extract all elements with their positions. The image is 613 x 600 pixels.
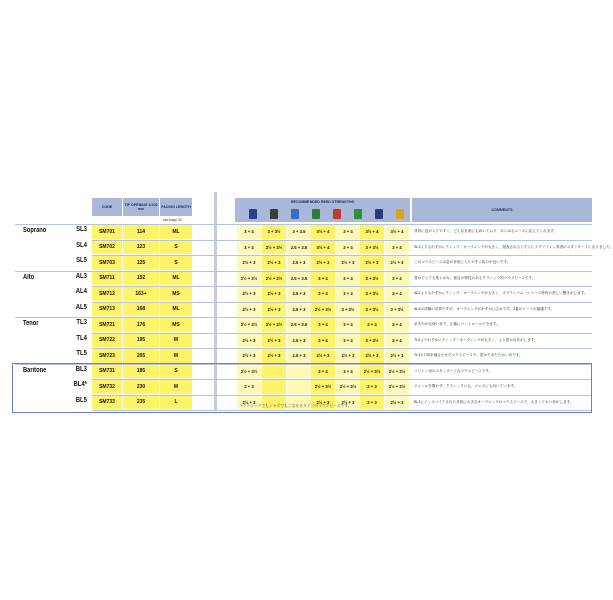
reed-strength-cell: 2 + 3 xyxy=(237,380,261,394)
reed-strength-cell: 3½ + 4 xyxy=(360,225,384,239)
reed-strength-cell: 3 + 3½ xyxy=(385,303,409,317)
comment-cell: ジャンルを問わず、クラシックにも、ジャズにも向いています。 xyxy=(414,384,518,389)
reed-strength-cell: 2½ + 3 xyxy=(262,334,286,348)
reed-strength-cell: 3 + 3½ xyxy=(360,272,384,286)
reed-strength-cell: 2 + 3 xyxy=(360,380,384,394)
reed-brand-icon xyxy=(312,209,320,219)
reed-strength-cell: 3 + 4 xyxy=(385,334,409,348)
reed-strength-cell: 2½ + 3 xyxy=(262,287,286,301)
facing-length-cell: M xyxy=(160,380,192,394)
comment-cell: このマウスピースは息が非常に入りやすく抜けが良いです。 xyxy=(414,260,511,265)
reed-strength-cell: 2.5 + 3 xyxy=(287,256,311,270)
code-cell: SM712 xyxy=(92,287,122,301)
reed-strength-cell: 2½ + 3 xyxy=(311,349,335,363)
group-name-baritone: Baritone xyxy=(23,366,47,374)
reed-brand-icon xyxy=(396,209,404,219)
facing-length-cell: S xyxy=(160,256,192,270)
code-cell: SM703 xyxy=(92,256,122,270)
reed-strength-cell: 2½ + 3½ xyxy=(237,365,261,379)
reed-strength-cell: 2½ + 3 xyxy=(262,256,286,270)
tip-opening-header-label: TIP OPENING 1/100 mm xyxy=(124,202,158,211)
facing-length-cell: ML xyxy=(160,272,192,286)
facing-length-cell: M xyxy=(160,349,192,363)
tip-opening-cell: 152 xyxy=(123,272,159,286)
tip-opening-cell: 235 xyxy=(123,396,159,410)
facing-length-header xyxy=(160,198,192,216)
reed-brand-icon xyxy=(333,209,341,219)
group-name-alto: Alto xyxy=(23,273,35,281)
code-cell: SM732 xyxy=(92,380,122,394)
tip-opening-cell: 205 xyxy=(123,349,159,363)
comment-cell: AL5は同様の音質ですが、オープニングがわずかに広めです。3番のリードが最適です。 xyxy=(414,306,555,311)
reed-strength-cell: 3 + 4 xyxy=(311,287,335,301)
comments-header-label: COMMENTS xyxy=(491,207,513,212)
reed-strength-cell: 2.5 + 3 xyxy=(287,334,311,348)
code-cell: SM713 xyxy=(92,303,122,317)
mouthpiece-chart xyxy=(15,194,613,424)
code-cell: SM731 xyxy=(92,365,122,379)
reed-strength-cell: 3½ + 4 xyxy=(311,241,335,255)
comment-cell: 豊かでとても柔らかな、独自の特性のあるクラシック的マウスピースです。 xyxy=(414,275,536,280)
reed-strength-cell: 3 + 4 xyxy=(336,334,360,348)
model-name: BL3 xyxy=(75,365,87,373)
reed-strength-cell: 2½ + 3½ xyxy=(311,380,335,394)
reed-strength-cell: 2½ + 3 xyxy=(262,349,286,363)
reed-strength-cell: 3 + 4 xyxy=(311,365,335,379)
tip-opening-cell: 195 xyxy=(123,334,159,348)
facing-length-cell: ML xyxy=(160,225,192,239)
reed-strength-cell: 3 + 4 xyxy=(336,225,360,239)
reed-strength-cell: 2.5 + 3 xyxy=(287,287,311,301)
model-name: SL5 xyxy=(76,257,87,264)
tip-opening-header xyxy=(123,198,159,216)
comment-cell: SL3よりもわずかにティップ・オープニングが大きく、発表されるとすぐにラグソフォン奏者のスタンダードになりました。 xyxy=(414,244,613,249)
tip-opening-cell: 114 xyxy=(123,225,159,239)
code-cell: SM721 xyxy=(92,318,122,332)
reed-strength-cell: 3 + 4 xyxy=(336,318,360,332)
reed-strength-cell: 3 + 4 xyxy=(360,318,384,332)
comment-cell: AL3よりもわずかにティップ・オープニングが大きく、オプティマム・シリーズ特有の美しい響きがします。 xyxy=(414,291,588,296)
model-name: AL4 xyxy=(75,288,87,295)
code-cell: SM723 xyxy=(92,349,122,363)
tip-opening-cell: 185 xyxy=(123,365,159,379)
reed-brand-icon xyxy=(270,209,278,219)
comment-cell: TL3とT30を融合させたマウスピースで、豊かであたたかい音です。 xyxy=(414,353,523,358)
reed-strength-cell: 2.5 + 3 xyxy=(287,349,311,363)
comment-cell: TL3よりわずかにティップ・オープニングが大きく、より豊かな音がします。 xyxy=(414,337,538,342)
reed-strength-cell: 2½ + 3½ xyxy=(237,272,261,286)
facing-length-cell: S xyxy=(160,241,192,255)
reed-strength-cell: 2½ + 3 xyxy=(336,396,360,410)
reed-strength-cell: 3 + 3½ xyxy=(360,241,384,255)
code-cell: SM733 xyxy=(92,396,122,410)
reed-strength-cell: 2½ + 3 xyxy=(385,256,409,270)
reed-strength-cell: 2.5 + 3 xyxy=(287,303,311,317)
reed-strength-cell: 3 + 4 xyxy=(385,287,409,301)
model-name: AL5 xyxy=(75,303,87,311)
code-header-label: CODE xyxy=(101,204,113,209)
footnote: *クラシックでもジャズでもこなせるタイプのマウスピースです。 xyxy=(241,404,352,408)
comment-cell: バリトン用のスタンダードなマウスピースです。 xyxy=(414,368,493,373)
reed-strength-cell: 2½ + 3½ xyxy=(262,272,286,286)
code-cell: SM722 xyxy=(92,334,122,348)
reed-strength-cell: 2½ + 3 xyxy=(262,303,286,317)
facing-length-header-label: FACING LENGTH xyxy=(161,204,191,209)
reed-strength-cell: 2.5 + 3.5 xyxy=(287,272,311,286)
reed-strength-cell: 3 + 4 xyxy=(336,241,360,255)
comment-cell: 非常に息が入りやすく、どんな音楽にも向いており、あらゆるニーズに応えてくれます。 xyxy=(414,229,558,234)
reed-strength-cell: 3 + 4 xyxy=(237,241,261,255)
reed-strength-cell: 2½ + 3 xyxy=(237,334,261,348)
reed-strength-cell: 2½ + 3 xyxy=(237,349,261,363)
reed-strength-cell: 3 + 3½ xyxy=(262,225,286,239)
code-cell: SM711 xyxy=(92,272,122,286)
reed-strength-cell: 3 + 4 xyxy=(336,287,360,301)
model-name: TL4 xyxy=(76,334,87,342)
reed-strength-cell: 2½ + 3 xyxy=(385,349,409,363)
facing-length-cell: M xyxy=(160,334,192,348)
reed-strengths-header xyxy=(235,198,410,206)
reed-strength-cell: 3 + 3.5 xyxy=(287,225,311,239)
code-cell: SM701 xyxy=(92,225,122,239)
reed-strength-cell: 2 + 3 xyxy=(360,396,384,410)
reed-strength-cell: 3 + 4 xyxy=(311,272,335,286)
reed-strengths-header-label: RECOMMENDED REED STRENGTHS xyxy=(290,199,355,204)
reed-strength-cell: 2½ + 3½ xyxy=(385,380,409,394)
reed-strength-cell: 3 + 4 xyxy=(237,225,261,239)
reed-strength-cell: 3½ + 4 xyxy=(311,225,335,239)
comment-cell: BL3にインスパイアされた非常に大きなオープニングのマウスピースで、大きくて太い音がします。 xyxy=(414,399,574,404)
reed-strength-cell: 3 + 3½ xyxy=(360,287,384,301)
reed-brand-icon xyxy=(375,209,383,219)
model-name: TL3 xyxy=(76,319,87,326)
reed-strength-cell: 2½ + 3 xyxy=(311,396,335,410)
tip-opening-cell: 230 xyxy=(123,380,159,394)
reed-strength-cell: 2½ + 3 xyxy=(360,256,384,270)
reed-brand-icon xyxy=(354,209,362,219)
facing-length-cell: MS xyxy=(160,318,192,332)
tip-opening-cell: 163+ xyxy=(123,287,159,301)
tip-opening-cell: 123 xyxy=(123,241,159,255)
reed-strength-cell: 3 + 4 xyxy=(311,334,335,348)
reed-strength-cell: 3 + 4 xyxy=(311,318,335,332)
tip-opening-cell: 168 xyxy=(123,303,159,317)
reed-strength-cell: 3 + 4 xyxy=(385,318,409,332)
tip-opening-cell: 176 xyxy=(123,318,159,332)
reed-strength-cell: 2.5 + 3.5 xyxy=(287,241,311,255)
facing-note: see page 30 xyxy=(163,218,182,222)
reed-strength-cell: 2½ + 3½ xyxy=(360,365,384,379)
reed-strength-cell: 3 + 3½ xyxy=(336,303,360,317)
reed-strength-cell: 3 + 4 xyxy=(385,241,409,255)
model-name: BL5 xyxy=(75,396,87,404)
facing-length-cell: S xyxy=(160,365,192,379)
reed-strength-cell: 2½ + 3 xyxy=(311,256,335,270)
reed-brand-icon xyxy=(291,209,299,219)
model-name: SL3 xyxy=(76,226,87,233)
facing-length-cell: MS xyxy=(160,287,192,301)
reed-strength-cell: 3 + 3½ xyxy=(360,334,384,348)
reed-strength-cell: 2½ + 3½ xyxy=(262,241,286,255)
reed-strength-cell: 3 + 4 xyxy=(336,272,360,286)
comments-header xyxy=(412,198,592,222)
comment-cell: まろやかな深い音で、正確にコントロールできます。 xyxy=(414,322,500,327)
reed-brand-icon xyxy=(249,209,257,219)
reed-strength-cell: 2½ + 3½ xyxy=(262,318,286,332)
group-name-tenor: Tenor xyxy=(23,320,39,327)
reed-strength-cell: 3 + 4 xyxy=(385,272,409,286)
reed-strength-cell: 2½ + 3 xyxy=(237,287,261,301)
reed-strength-cell: 3 + 3½ xyxy=(360,303,384,317)
tip-opening-cell: 125 xyxy=(123,256,159,270)
code-header xyxy=(92,198,122,216)
reed-strength-cell: 2½ + 3 xyxy=(237,396,261,410)
reed-strength-cell: 2½ + 3½ xyxy=(336,380,360,394)
reed-strength-cell: 2½ + 3½ xyxy=(385,365,409,379)
reed-strength-cell: 3½ + 4 xyxy=(385,225,409,239)
reed-strength-cell: 2½ + 3 xyxy=(237,256,261,270)
reed-strength-cell: 2½ + 3½ xyxy=(237,318,261,332)
reed-strength-cell: 3 + 4 xyxy=(336,365,360,379)
facing-length-cell: ML xyxy=(160,303,192,317)
reed-strength-cell: 2½ + 3½ xyxy=(311,303,335,317)
model-name: AL3 xyxy=(75,272,87,280)
group-name-soprano: Soprano xyxy=(23,227,47,234)
model-name: SL4 xyxy=(76,241,87,249)
reed-strength-cell: 2½ + 3 xyxy=(360,349,384,363)
model-name: TL5 xyxy=(76,350,87,357)
reed-strength-cell: 2.5 + 3.5 xyxy=(287,318,311,332)
reed-strength-cell: 2½ + 3 xyxy=(237,303,261,317)
reed-strength-cell: 2½ + 3 xyxy=(385,396,409,410)
facing-length-cell: L xyxy=(160,396,192,410)
model-name: BL4* xyxy=(73,381,87,388)
code-cell: SM702 xyxy=(92,241,122,255)
reed-brands-strip xyxy=(235,206,410,222)
reed-strength-cell: 2½ + 3 xyxy=(336,256,360,270)
reed-strength-cell: 2½ + 3 xyxy=(336,349,360,363)
